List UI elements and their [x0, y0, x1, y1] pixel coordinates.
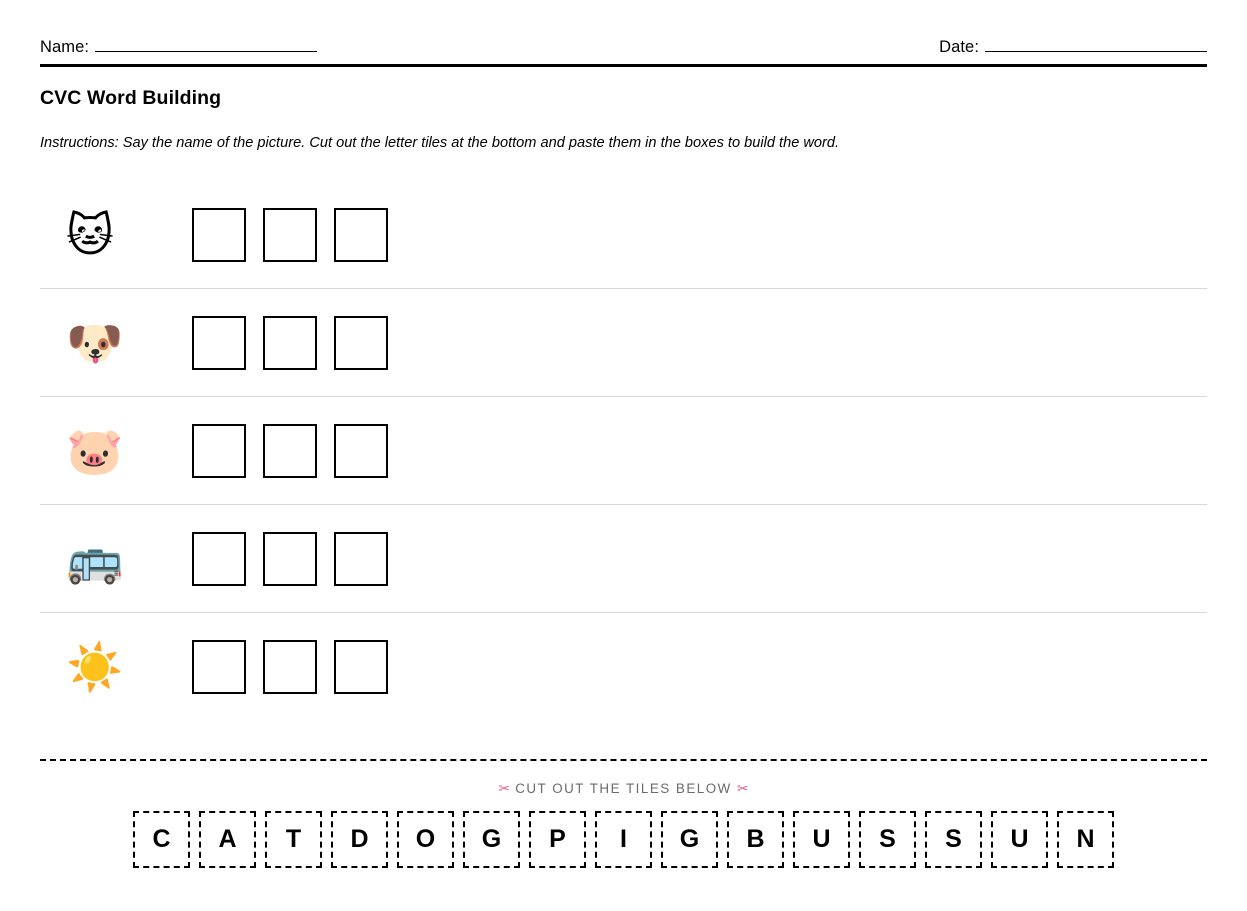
letter-tile[interactable]: U	[991, 811, 1048, 868]
letter-tile[interactable]: G	[463, 811, 520, 868]
name-input-blank[interactable]	[95, 36, 317, 52]
letter-tile[interactable]: S	[859, 811, 916, 868]
letter-tile[interactable]: D	[331, 811, 388, 868]
letter-box[interactable]	[192, 208, 246, 262]
letter-tile[interactable]: I	[595, 811, 652, 868]
letter-box[interactable]	[334, 316, 388, 370]
letter-box[interactable]	[192, 424, 246, 478]
scissors-icon-right: ✂	[737, 781, 749, 797]
date-field	[939, 36, 1207, 57]
answer-boxes	[192, 532, 388, 586]
answer-boxes	[192, 316, 388, 370]
answer-boxes	[192, 424, 388, 478]
letter-tile[interactable]: P	[529, 811, 586, 868]
letter-tile[interactable]: N	[1057, 811, 1114, 868]
word-row	[40, 397, 1207, 505]
letter-box[interactable]	[334, 424, 388, 478]
word-rows-list	[40, 181, 1207, 720]
letter-box[interactable]	[263, 424, 317, 478]
page-title: CVC Word Building	[40, 87, 222, 109]
pig-emoji: 🐷	[66, 423, 124, 478]
word-row	[40, 613, 1207, 720]
letter-box[interactable]	[263, 316, 317, 370]
letter-box[interactable]	[263, 208, 317, 262]
letter-box[interactable]	[192, 640, 246, 694]
sun-emoji: ☀️	[66, 639, 124, 694]
letter-box[interactable]	[192, 316, 246, 370]
word-row	[40, 289, 1207, 397]
word-row	[40, 181, 1207, 289]
letter-box[interactable]	[334, 640, 388, 694]
letter-tile[interactable]: U	[793, 811, 850, 868]
bus-emoji: 🚌	[66, 531, 124, 586]
letter-box[interactable]	[263, 532, 317, 586]
letter-tile[interactable]: G	[661, 811, 718, 868]
letter-tile[interactable]: S	[925, 811, 982, 868]
scissors-icon-left: ✂	[498, 781, 510, 797]
letter-tile[interactable]: B	[727, 811, 784, 868]
cat-emoji: 🐱	[66, 207, 114, 262]
cut-out-heading-label: CUT OUT THE TILES BELOW	[515, 781, 732, 796]
cut-out-heading	[40, 781, 1207, 797]
name-label: Name:	[40, 38, 90, 56]
letter-box[interactable]	[334, 532, 388, 586]
letter-tile[interactable]: C	[133, 811, 190, 868]
cut-dashed-line	[40, 759, 1207, 761]
dog-emoji: 🐶	[66, 315, 124, 370]
letter-tiles-row	[40, 811, 1207, 868]
letter-tile[interactable]: A	[199, 811, 256, 868]
letter-tile[interactable]: T	[265, 811, 322, 868]
letter-box[interactable]	[334, 208, 388, 262]
instructions-text: Instructions: Say the name of the picture. Cut out the letter tiles at the bottom and paste them in the boxes to build the word.	[40, 135, 840, 151]
letter-tile[interactable]: O	[397, 811, 454, 868]
date-label: Date:	[939, 38, 979, 56]
answer-boxes	[192, 208, 388, 262]
name-date-row	[40, 0, 1207, 64]
date-input-blank[interactable]	[985, 36, 1207, 52]
letter-box[interactable]	[263, 640, 317, 694]
header-divider	[40, 64, 1207, 67]
word-row	[40, 505, 1207, 613]
name-field	[40, 36, 317, 57]
answer-boxes	[192, 640, 388, 694]
cut-out-section	[40, 759, 1207, 868]
letter-box[interactable]	[192, 532, 246, 586]
